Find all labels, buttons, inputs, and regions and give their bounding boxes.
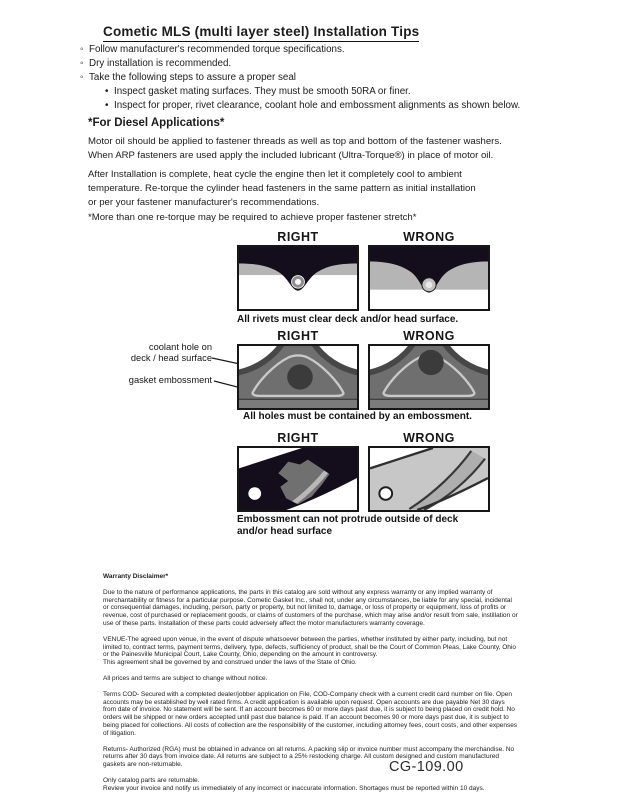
figure3-caption [237, 514, 458, 538]
warranty-paragraph: Due to the nature of performance applications, the parts in this catalog are sold without any express warranty or any implied warranty of merchantability or fitness for a particular purpose. Cometic Gasket Inc., shall not, under any circumstances, be liable for any special, incidental or consequential damages, including, person, party or property, but not limited to, damage, or loss of property or equipment, loss of profits or revenue, cost of purchased or replacement goods, or claims of customers of the purchase, which may arise and/or result from sale, instillation or use of these parts. Installation of these parts could adversely affect the motor manufacturers warranty coverage. [103, 588, 518, 627]
agreement-line: This agreement shall be governed by and construed under the laws of the State of Ohio. [103, 659, 357, 667]
list-item: ◦ Follow manufacturer's recommended torque specifications. [80, 43, 540, 57]
diesel-section-heading: *For Diesel Applications* [88, 117, 225, 129]
text-line: When ARP fasteners are used apply the included lubricant (Ultra-Torque®) in place of motor oil. [88, 150, 494, 161]
text-line: After Installation is complete, heat cycle the engine then let it completely cool to ambient [88, 169, 462, 180]
figure3-right-panel [237, 431, 359, 512]
text-line: or per your fastener manufacturer's recommendations. [88, 197, 320, 208]
wrong-label: WRONG [403, 431, 455, 445]
page-code: CG-109.00 [389, 759, 464, 775]
returnable-line: Only catalog parts are returnable. [103, 776, 200, 784]
list-item: ◦ Take the following steps to assure a proper seal [80, 71, 540, 85]
figure2-caption: All holes must be contained by an embossment. [243, 411, 472, 422]
list-item: ◦ Dry installation is recommended. [80, 57, 540, 71]
hole-containment-wrong-diagram [368, 344, 490, 410]
prices-line: All prices and terms are subject to change without notice. [103, 674, 268, 682]
right-label: RIGHT [277, 431, 319, 445]
figure1-wrong-panel [368, 230, 490, 311]
retorque-note [88, 211, 538, 225]
text-line: and/or head surface [237, 526, 333, 537]
text-line: Embossment can not protrude outside of deck [237, 514, 459, 525]
warranty-disclaimer-heading: Warranty Disclaimer* [103, 573, 169, 580]
review-invoice-line: Review your invoice and notify us immediately of any incorrect or inaccurate information. Shortages must be reported within 10 days. [103, 784, 485, 792]
rivet-clearance-right-diagram [237, 245, 359, 311]
figure3-wrong-panel [368, 431, 490, 512]
figure1-right-panel [237, 230, 359, 311]
figure1-caption: All rivets must clear deck and/or head surface. [237, 314, 459, 325]
embossment-protrusion-right-diagram [237, 446, 359, 512]
returns-paragraph: Returns- Authorized (RGA) must be obtained in advance on all returns. A packing slip or invoice number must accompany the merchandise. No returns after 30 days from invoice date. All returns are subject to a 25% restocking charge. All custom designed and custom manufactured gaskets are non-returnable. [103, 745, 515, 769]
figure2-wrong-panel [368, 329, 490, 410]
tips-list [80, 43, 540, 113]
list-sub-item: • Inspect gasket mating surfaces. They must be smooth 50RA or finer. [105, 85, 540, 99]
diesel-paragraph-1 [88, 135, 538, 163]
rivet-clearance-wrong-diagram [368, 245, 490, 311]
text-line: *More than one re-torque may be required to achieve proper fastener stretch* [88, 212, 417, 223]
gasket-embossment-label: gasket embossment [128, 375, 212, 385]
venue-paragraph: VENUE-The agreed upon venue, in the event of dispute whatsoever between the parties, whether instituted by either party, including, but not limited to, contract terms, payment terms, delivery, type, defects, sufficiency of product, shall be the Court of Common Pleas, Lake County, Ohio or the Painesville Municipal Court, Lake County, Ohio, depending on the amount in controversy. [103, 635, 516, 659]
right-label: RIGHT [277, 329, 319, 343]
diesel-paragraph-2 [88, 168, 538, 210]
terms-paragraph: Terms COD- Secured with a completed dealer/jobber application on File, COD-Company check with a current credit card number on file. Open accounts may be established by well rated firms. A credit application is available upon request. Open accounts are due payable Net 30 days from date of invoice. No statement will be sent. If an account becomes 60 or more days past due, it is subject to being placed on credit hold. No orders will be shipped or new orders accepted until past due balance is paid. If an account becomes 90 or more days past due, it is subject to being placed for collections. All costs of collection are the responsibility of the customer, including attorney fees, court costs, and other expenses of litigation. [103, 690, 518, 737]
wrong-label: WRONG [403, 329, 455, 343]
hole-containment-right-diagram [237, 344, 359, 410]
figure2-right-panel [237, 329, 359, 410]
text-line: temperature. Re-torque the cylinder head fasteners in the same pattern as initial installation [88, 183, 476, 194]
text-line: Motor oil should be applied to fastener threads as well as top and bottom of the fastener washers. [88, 136, 502, 147]
text-line: deck / head surface [130, 353, 212, 363]
list-sub-item: • Inspect for proper, rivet clearance, coolant hole and embossment alignments as shown below. [105, 99, 540, 113]
wrong-label: WRONG [403, 230, 455, 244]
embossment-protrusion-wrong-diagram [368, 446, 490, 512]
page-title: Cometic MLS (multi layer steel) Installation Tips [103, 24, 419, 42]
text-line: coolant hole on [148, 342, 212, 352]
right-label: RIGHT [277, 230, 319, 244]
coolant-hole-label [100, 342, 212, 364]
